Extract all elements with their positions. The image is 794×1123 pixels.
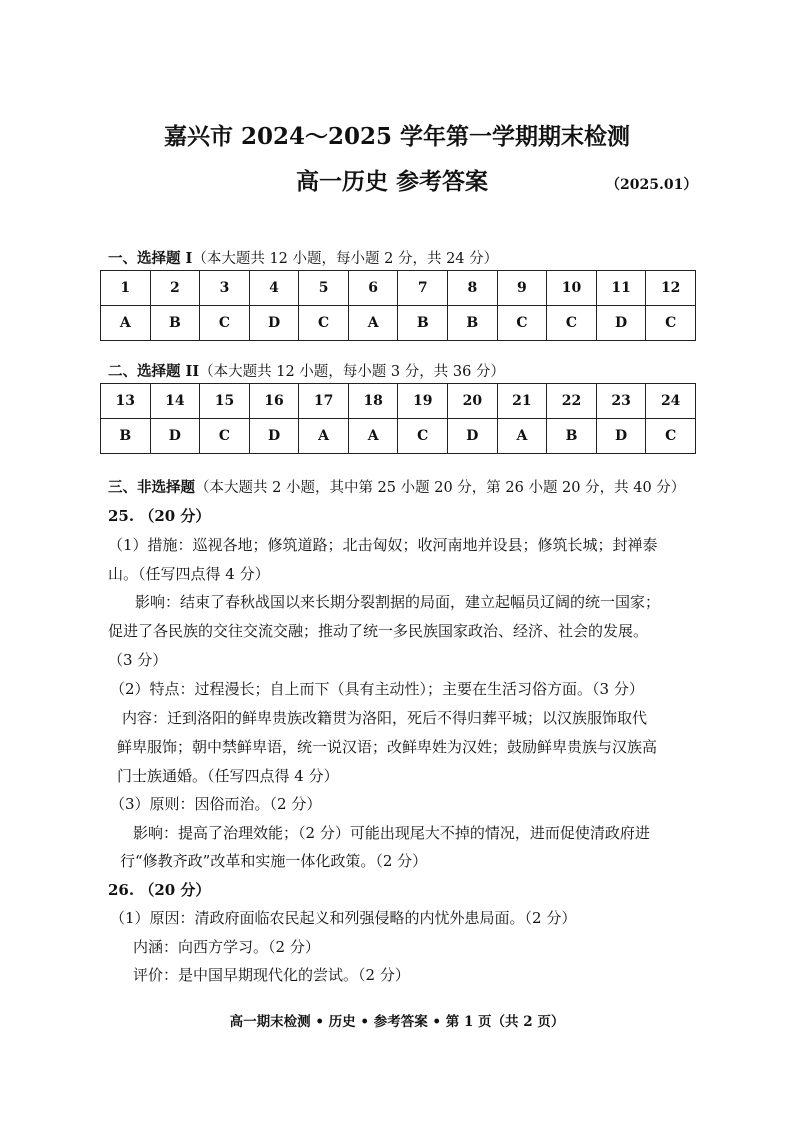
table-cell: 15 [200,384,250,419]
table-cell: 19 [398,384,448,419]
table-cell: D [150,419,200,454]
answer-line: （3）原则：因俗而治。（2 分） [110,795,322,813]
answer-row [101,419,696,454]
answer-line: 行“修教齐政”改革和实施一体化政策。（2 分） [120,852,428,870]
table-cell: D [249,419,299,454]
table-cell: C [398,419,448,454]
answer-line: 山。（任写四点得 4 分） [108,565,270,583]
table-cell: 12 [646,271,696,306]
table-cell: 20 [448,384,498,419]
section3-heading [108,476,685,497]
table-cell: A [101,306,151,341]
table-cell: 4 [249,271,299,306]
table-cell: 18 [348,384,398,419]
table-cell: 13 [101,384,151,419]
table-cell: C [200,306,250,341]
table-cell: A [348,306,398,341]
table-cell: 7 [398,271,448,306]
table-cell: 17 [299,384,349,419]
table-cell: B [547,419,597,454]
document-title: 嘉兴市 2024～2025 学年第一学期期末检测 [163,123,631,150]
answer-line: 影响：提高了治理效能；（2 分）可能出现尾大不掉的情况，进而促使清政府进 [133,824,650,842]
table-cell: C [646,419,696,454]
table-cell: 14 [150,384,200,419]
table-cell: 2 [150,271,200,306]
answer-line: （3 分） [108,651,168,669]
document-subtitle: 高一历史 参考答案 [296,168,489,195]
table-cell: D [596,419,646,454]
table-cell: 8 [448,271,498,306]
question-number-row [101,384,696,419]
table-cell: C [646,306,696,341]
answer-table-1 [100,270,696,341]
section2-title: 二、选择题 II [108,363,200,380]
table-cell: B [398,306,448,341]
table-cell: 3 [200,271,250,306]
answer-line: （2）特点：过程漫长；自上而下（具有主动性）；主要在生活习俗方面。（3 分） [110,680,644,698]
section1-title: 一、选择题 I [108,250,193,267]
answer-line: 内容：迁到洛阳的鲜卑贵族改籍贯为洛阳，死后不得归葬平城；以汉族服饰取代 [122,709,648,727]
answer-line: 评价：是中国早期现代化的尝试。（2 分） [133,966,410,984]
table-cell: 21 [497,384,547,419]
answer-table-2 [100,383,696,454]
answer-line: 门士族通婚。（任写四点得 4 分） [117,767,339,785]
table-cell: D [249,306,299,341]
table-cell: A [348,419,398,454]
table-cell: A [299,419,349,454]
table-cell: D [448,419,498,454]
answer-line: 25. （20 分） [108,507,211,525]
section1-note: （本大题共 12 小题，每小题 2 分，共 24 分） [192,251,499,267]
answer-line: 鲜卑服饰；朝中禁鲜卑语，统一说汉语；改鲜卑姓为汉姓；鼓励鲜卑贵族与汉族高 [117,738,658,756]
table-cell: C [497,306,547,341]
answer-line: （1）原因：清政府面临农民起义和列强侵略的内忧外患局面。（2 分） [110,909,577,927]
table-cell: B [150,306,200,341]
table-cell: 16 [249,384,299,419]
answer-row [101,306,696,341]
answer-line: 促进了各民族的交往交流交融；推动了统一多民族国家政治、经济、社会的发展。 [108,622,649,640]
table-cell: C [299,306,349,341]
table-cell: A [497,419,547,454]
table-cell: 22 [547,384,597,419]
answer-line: 26. （20 分） [108,881,211,899]
answer-line: （1）措施：巡视各地；修筑道路；北击匈奴；收河南地并设县；修筑长城；封禅泰 [108,536,658,554]
table-cell: 9 [497,271,547,306]
section3-title: 三、非选择题 [108,479,195,496]
answer-line: 影响：结束了春秋战国以来长期分裂割据的局面，建立起幅员辽阔的统一国家； [135,593,661,611]
section1-heading [108,247,498,268]
table-cell: C [200,419,250,454]
question-number-row [101,271,696,306]
table-cell: 24 [646,384,696,419]
section2-note: （本大题共 12 小题，每小题 3 分，共 36 分） [199,364,505,380]
table-cell: 6 [348,271,398,306]
table-cell: 23 [596,384,646,419]
section3-note: （本大题共 2 小题，其中第 25 小题 20 分，第 26 小题 20 分，共 40 分） [195,480,686,496]
table-cell: B [448,306,498,341]
table-cell: 11 [596,271,646,306]
table-cell: 5 [299,271,349,306]
table-cell: D [596,306,646,341]
table-cell: 10 [547,271,597,306]
document-date: （2025.01） [606,177,698,193]
answer-line: 内涵：向西方学习。（2 分） [133,938,320,956]
section2-heading [108,360,505,381]
table-cell: C [547,306,597,341]
table-cell: 1 [101,271,151,306]
page-footer: 高一期末检测 • 历史 • 参考答案 • 第 1 页（共 2 页） [229,1014,565,1030]
table-cell: B [101,419,151,454]
